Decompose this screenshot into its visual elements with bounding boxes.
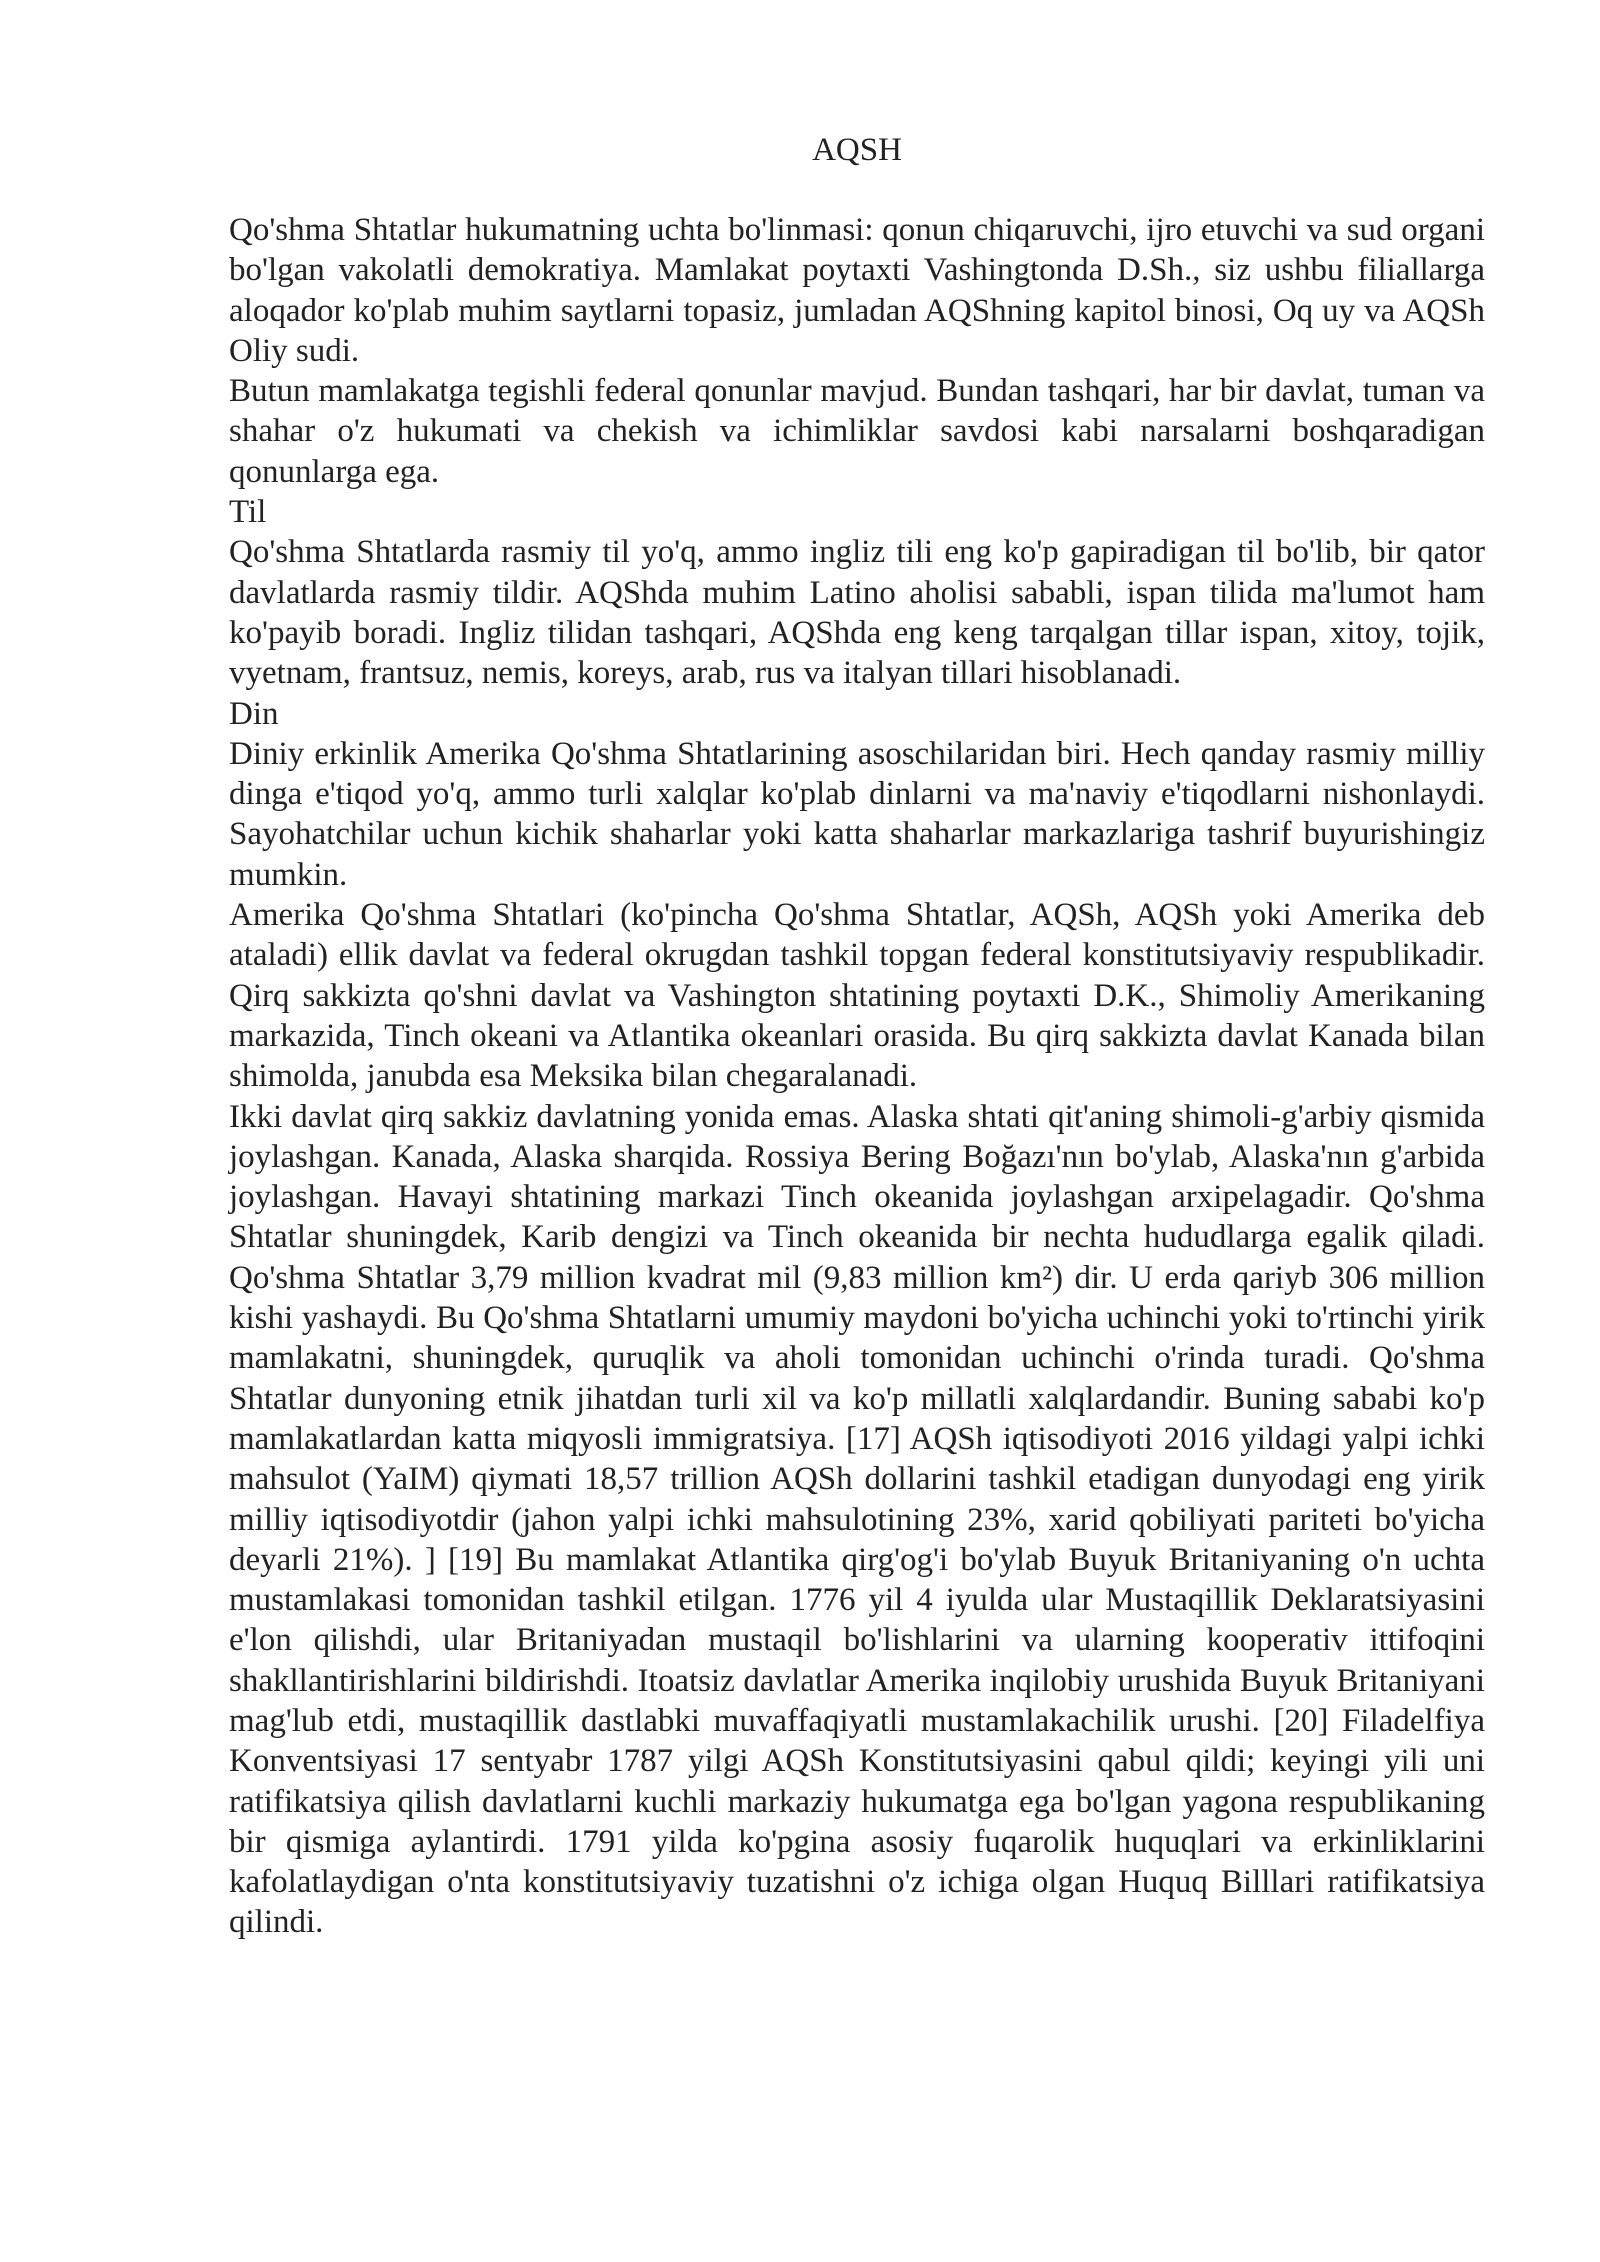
document-title: AQSH (812, 132, 902, 168)
paragraph-overview: Amerika Qo'shma Shtatlari (ko'pincha Qo'shma Shtatlar, AQSh, AQSh yoki Amerika deb ataladi) ellik davlat va federal okrugdan tashkil topgan federal konstitutsiyaviy respublikadir. Qirq sakkizta qo'shni davlat va Vashington shtatining poytaxti D.K., Shimoliy Amerikaning markazida, Tinch okeani va Atlantika okeanlari orasida. Bu qirq sakkizta davlat Kanada bilan shimolda, janubda esa Meksika bilan chegaralanadi. (229, 897, 1485, 1095)
section-heading-language: Til (229, 494, 267, 531)
document-page (229, 130, 1485, 1943)
paragraph-religion: Diniy erkinlik Amerika Qo'shma Shtatlarining asoschilaridan biri. Hech qanday rasmiy milliy dinga e'tiqod yo'q, ammo turli xalqlar ko'plab dinlarni va ma'naviy e'tiqodlarni nishonlaydi. Sayohatchilar uchun kichik shaharlar yoki katta shaharlar markazlariga tashrif buyurishingiz mumkin. (229, 735, 1485, 893)
section-heading-religion: Din (229, 695, 279, 732)
paragraph-language: Qo'shma Shtatlarda rasmiy til yo'q, ammo ingliz tili eng ko'p gapiradigan til bo'lib, bir qator davlatlarda rasmiy tildir. AQShda muhim Latino aholisi sababli, ispan tilida ma'lumot ham ko'payib boradi. Ingliz tilidan tashqari, AQShda eng keng tarqalgan tillar ispan, xitoy, tojik, vyetnam, frantsuz, nemis, koreys, arab, rus va italyan tillari hisoblanadi. (229, 534, 1485, 692)
paragraph-geography-history: Ikki davlat qirq sakkiz davlatning yonida emas. Alaska shtati qit'aning shimoli-g'arbiy qismida joylashgan. Kanada, Alaska sharqida. Rossiya Bering Boğazı'nın bo'ylab, Alaska'nın g'arbida joylashgan. Havayi shtatining markazi Tinch okeanida joylashgan arxipelagadir. Qo'shma Shtatlar shuningdek, Karib dengizi va Tinch okeanida bir nechta hududlarga egalik qiladi. Qo'shma Shtatlar 3,79 million kvadrat mil (9,83 million km²) dir. U erda qariyb 306 million kishi yashaydi. Bu Qo'shma Shtatlarni umumiy maydoni bo'yicha uchinchi yoki to'rtinchi yirik mamlakatni, shuningdek, quruqlik va aholi tomonidan uchinchi o'rinda turadi. Qo'shma Shtatlar dunyoning etnik jihatdan turli xil va ko'p millatli xalqlardandir. Buning sababi ko'p mamlakatlardan katta miqyosli immigratsiya. [17] AQSh iqtisodiyoti 2016 yildagi yalpi ichki mahsulot (YaIM) qiymati 18,57 trillion AQSh dollarini tashkil etadigan dunyodagi eng yirik milliy iqtisodiyotdir (jahon yalpi ichki mahsulotining 23%, xarid qobiliyati pariteti bo'yicha deyarli 21%). ] [19] Bu mamlakat Atlantika qirg'og'i bo'ylab Buyuk Britaniyaning o'n uchta mustamlakasi tomonidan tashkil etilgan. 1776 yil 4 iyulda ular Mustaqillik Deklaratsiyasini e'lon qilishdi, ular Britaniyadan mustaqil bo'lishlarini va ularning kooperativ ittifoqini shakllantirishlarini bildirishdi. Itoatsiz davlatlar Amerika inqilobiy urushida Buyuk Britaniyani mag'lub etdi, mustaqillik dastlabki muvaffaqiyatli mustamlakachilik urushi. [20] Filadelfiya Konventsiyasi 17 sentyabr 1787 yilgi AQSh Konstitutsiyasini qabul qildi; keyingi yili uni ratifikatsiya qilish davlatlarni kuchli markaziy hukumatga ega bo'lgan yagona respublikaning bir qismiga aylantirdi. 1791 yilda ko'pgina asosiy fuqarolik huquqlari va erkinliklarini kafolatlaydigan o'nta konstitutsiyaviy tuzatishni o'z ichiga olgan Huquq Billlari ratifikatsiya qilindi. (229, 1098, 1485, 1941)
paragraph-federal-laws: Butun mamlakatga tegishli federal qonunlar mavjud. Bundan tashqari, har bir davlat, tuman va shahar o'z hukumati va chekish va ichimliklar savdosi kabi narsalarni boshqaradigan qonunlarga ega. (229, 373, 1485, 490)
paragraph-government: Qo'shma Shtatlar hukumatning uchta bo'linmasi: qonun chiqaruvchi, ijro etuvchi va sud organi bo'lgan vakolatli demokratiya. Mamlakat poytaxti Vashingtonda D.Sh., siz ushbu filiallarga aloqador ko'plab muhim saytlarni topasiz, jumladan AQShning kapitol binosi, Oq uy va AQSh Oliy sudi. (229, 212, 1485, 369)
